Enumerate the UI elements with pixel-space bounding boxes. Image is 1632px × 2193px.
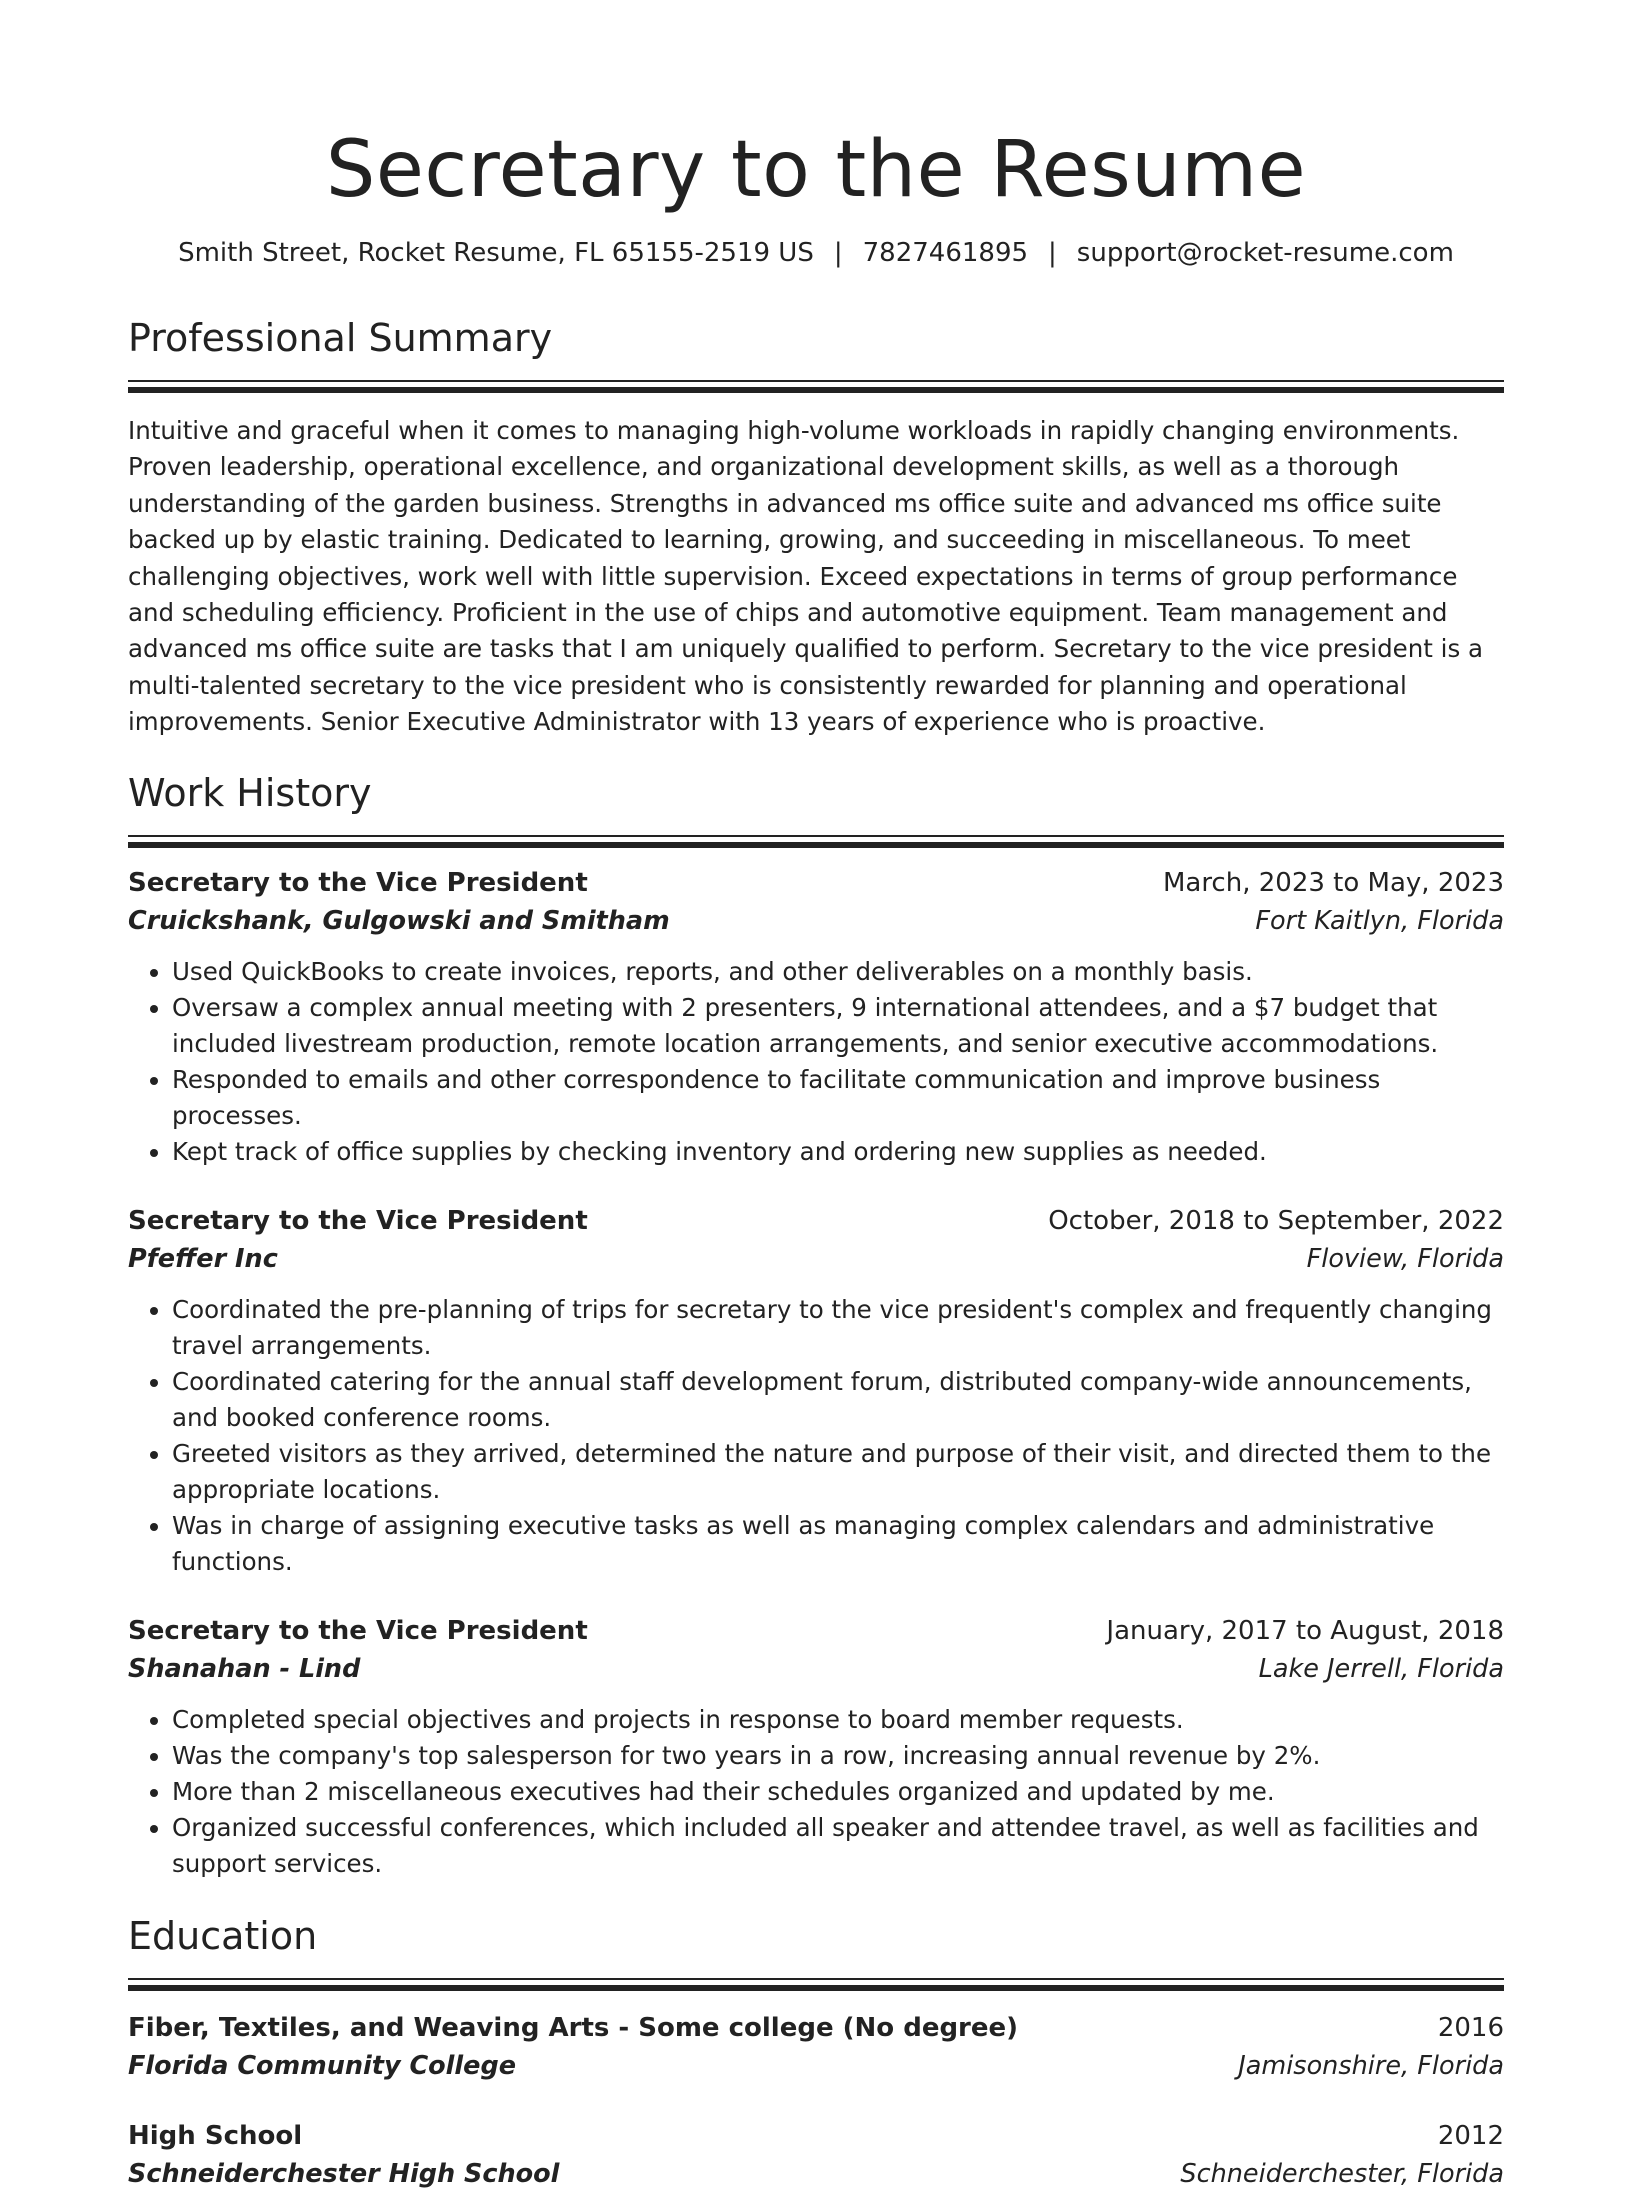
job-entry — [128, 864, 1504, 1170]
education-location: Schneiderchester, Florida — [1180, 2158, 1504, 2189]
contact-separator: | — [833, 238, 843, 268]
job-dates: October, 2018 to September, 2022 — [1048, 1205, 1504, 1236]
contact-phone: 7827461895 — [862, 238, 1029, 268]
job-location: Fort Kaitlyn, Florida — [1255, 905, 1504, 936]
summary-text: Intuitive and graceful when it comes to managing high-volume workloads in rapidly changing environments. Proven leadership, operational excellence, and organizational development skills, as well as a thorough understanding of the garden business. Strengths in advanced ms office suite and advanced ms office suite backed up by elastic training. Dedicated to learning, growing, and succeeding in miscellaneous. To meet challenging objectives, work well with little supervision. Exceed expectations in terms of group performance and scheduling efficiency. Proficient in the use of chips and automotive equipment. Team management and advanced ms office suite are tasks that I am uniquely qualified to perform. Secretary to the vice president is a multi-talented secretary to the vice president who is consistently rewarded for planning and operational improvements. Senior Executive Administrator with 13 years of experience who is proactive. — [128, 416, 1484, 737]
job-company: Shanahan - Lind — [128, 1653, 361, 1684]
section-title-work-history: Work History — [128, 770, 372, 815]
section-divider — [128, 1978, 1504, 1980]
job-company: Cruickshank, Gulgowski and Smitham — [128, 905, 670, 936]
job-entry — [128, 1202, 1504, 1580]
job-bullet: • Greeted visitors as they arrived, determined the nature and purpose of their visit, and directed them to the appropriate locations. — [172, 1436, 1504, 1508]
contact-line — [128, 236, 1504, 270]
education-section — [128, 1912, 1504, 2193]
section-divider-thick — [128, 387, 1504, 393]
job-bullet: • Coordinated the pre-planning of trips for secretary to the vice president's complex and frequently changing travel arrangements. — [172, 1292, 1504, 1364]
job-bullet: • Was in charge of assigning executive tasks as well as managing complex calendars and administrative functions. — [172, 1508, 1504, 1580]
education-school: Florida Community College — [128, 2050, 517, 2081]
job-bullet: • Coordinated catering for the annual staff development forum, distributed company-wide announcements, and booked conference rooms. — [172, 1364, 1504, 1436]
contact-email: support@rocket-resume.com — [1076, 238, 1454, 268]
education-entry — [128, 2009, 1504, 2085]
section-divider — [128, 835, 1504, 837]
section-title-summary: Professional Summary — [128, 316, 553, 360]
education-year: 2012 — [1437, 2120, 1504, 2151]
education-year: 2016 — [1437, 2012, 1504, 2043]
job-location: Floview, Florida — [1306, 1243, 1504, 1274]
education-degree: High School — [128, 2120, 303, 2151]
job-company: Pfeffer Inc — [128, 1243, 278, 1274]
education-degree: Fiber, Textiles, and Weaving Arts - Some college (No degree) — [128, 2012, 1019, 2043]
education-entry — [128, 2117, 1504, 2193]
education-school: Schneiderchester High School — [128, 2158, 560, 2189]
work-history-section — [128, 769, 1504, 1882]
resume-name: Secretary to the Resume — [325, 125, 1307, 215]
section-divider — [128, 380, 1504, 382]
job-bullet: • Oversaw a complex annual meeting with 2 presenters, 9 international attendees, and a $7 budget that included livestream production, remote location arrangements, and senior executive accommodations. — [172, 990, 1504, 1062]
contact-address: Smith Street, Rocket Resume, FL 65155-2519 US — [178, 238, 814, 268]
job-bullet: • Completed special objectives and projects in response to board member requests. — [172, 1702, 1504, 1738]
job-entry — [128, 1612, 1504, 1882]
job-bullet: • Responded to emails and other correspondence to facilitate communication and improve business processes. — [172, 1062, 1504, 1134]
job-location: Lake Jerrell, Florida — [1258, 1653, 1504, 1684]
job-bullet: • Organized successful conferences, which included all speaker and attendee travel, as well as facilities and support services. — [172, 1810, 1504, 1882]
job-bullets — [128, 954, 1504, 1170]
section-divider-thick — [128, 1985, 1504, 1991]
contact-separator: | — [1048, 238, 1057, 268]
job-dates: March, 2023 to May, 2023 — [1162, 867, 1504, 898]
summary-section — [128, 314, 1504, 741]
job-title: Secretary to the Vice President — [128, 1205, 588, 1236]
job-bullet: • More than 2 miscellaneous executives had their schedules organized and updated by me. — [172, 1774, 1504, 1810]
job-bullets — [128, 1702, 1504, 1882]
job-title: Secretary to the Vice President — [128, 867, 588, 898]
job-dates: January, 2017 to August, 2018 — [1106, 1615, 1504, 1646]
job-bullets — [128, 1292, 1504, 1580]
job-title: Secretary to the Vice President — [128, 1615, 588, 1646]
job-bullet: • Used QuickBooks to create invoices, reports, and other deliverables on a monthly basis. — [172, 954, 1504, 990]
section-title-education: Education — [128, 1913, 318, 1958]
job-bullet: • Was the company's top salesperson for two years in a row, increasing annual revenue by 2%. — [172, 1738, 1504, 1774]
job-bullet: • Kept track of office supplies by checking inventory and ordering new supplies as needed. — [172, 1134, 1504, 1170]
education-location: Jamisonshire, Florida — [1238, 2050, 1504, 2081]
section-divider-thick — [128, 842, 1504, 848]
